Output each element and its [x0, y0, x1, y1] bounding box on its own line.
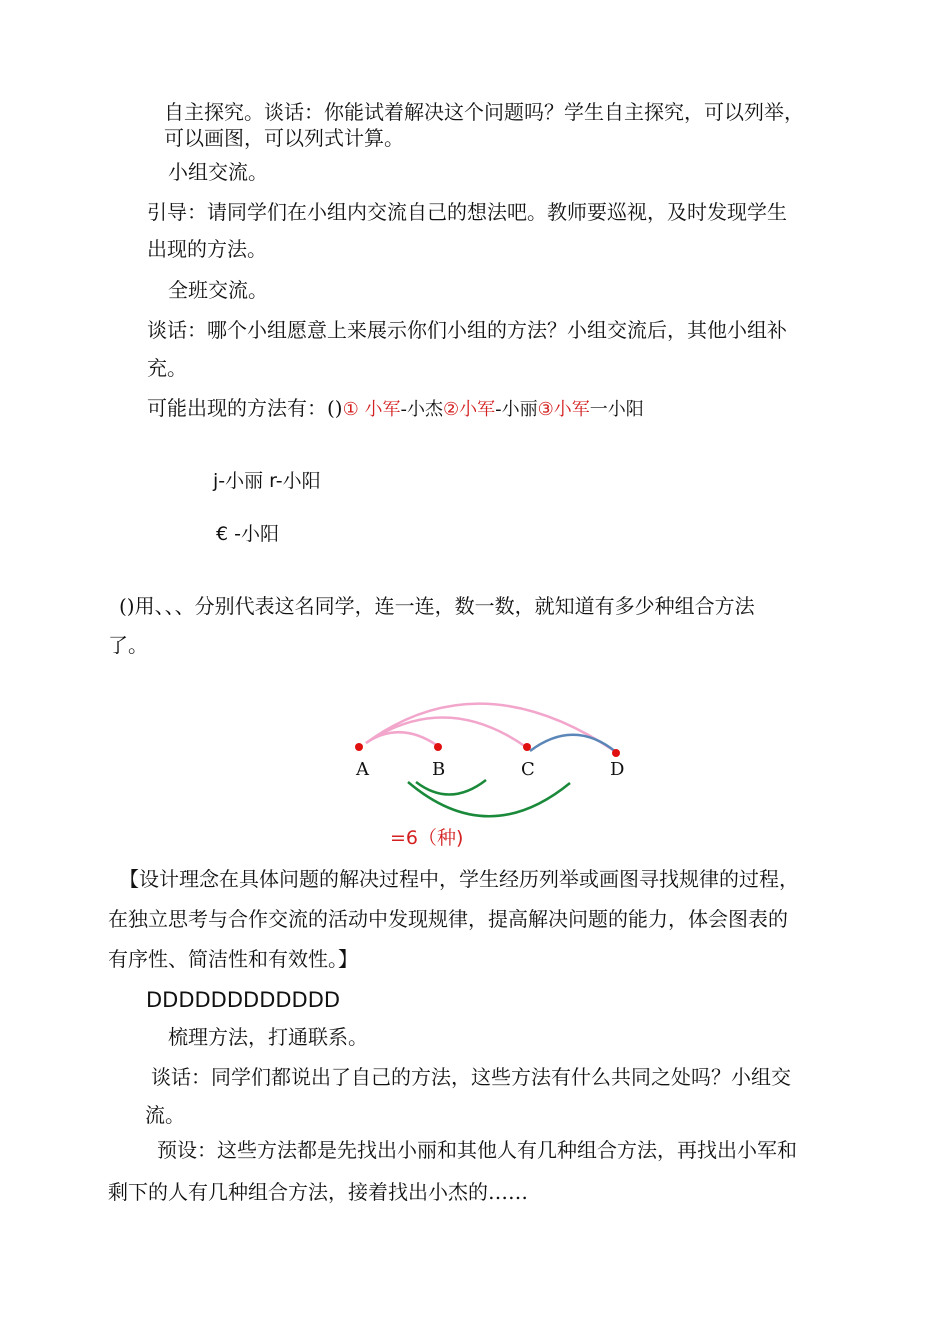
method-2-a: ②小军	[442, 399, 496, 420]
arc-b-c	[416, 780, 486, 795]
paragraph-talk2-line1: 谈话：同学们都说出了自己的方法，这些方法有什么共同之处吗？小组交	[151, 1065, 791, 1089]
heading-organize: 梳理方法，打通联系。	[168, 1025, 368, 1049]
heading-class-exchange: 全班交流。	[168, 278, 268, 302]
paragraph-preset-line1: 预设：这些方法都是先找出小丽和其他人有几种组合方法，再找出小军和	[157, 1138, 797, 1162]
point-d	[612, 749, 620, 757]
instruction-line2: 了。	[108, 633, 148, 657]
method-3-a: ③小军	[537, 399, 590, 420]
paragraph-exploration-line1: 自主探究。谈话：你能试着解决这个问题吗？学生自主探究，可以列举，	[164, 100, 804, 124]
method-3-b: 一小阳	[589, 399, 644, 420]
point-b	[434, 743, 442, 751]
result-count: =6（种)	[390, 827, 464, 849]
arc-b-d	[408, 782, 570, 816]
label-b: B	[432, 759, 446, 780]
paragraph-guide-line2: 出现的方法。	[147, 237, 267, 261]
paragraph-preset-line2: 剩下的人有几种组合方法，接着找出小杰的……	[108, 1180, 528, 1204]
arc-c-d	[530, 735, 616, 752]
heading-group-exchange: 小组交流。	[168, 160, 268, 184]
paragraph-exploration-line2: 可以画图，可以列式计算。	[164, 126, 404, 150]
design-idea-line2: 在独立思考与合作交流的活动中发现规律，提高解决问题的能力，体会图表的	[108, 907, 788, 931]
method-1-b: -小杰	[400, 399, 443, 420]
design-idea-line1: 【设计理念在具体问题的解决过程中，学生经历列举或画图寻找规律的过程，	[119, 867, 799, 891]
design-idea-line3: 有序性、简洁性和有效性。】	[108, 947, 358, 971]
paragraph-talk-line2: 充。	[147, 356, 187, 380]
list-line-2: € -小阳	[216, 523, 279, 545]
paragraph-talk-line1: 谈话：哪个小组愿意上来展示你们小组的方法？小组交流后，其他小组补	[147, 318, 787, 342]
paragraph-talk2-line2: 流。	[145, 1103, 185, 1127]
point-c	[523, 743, 531, 751]
paragraph-guide-line1: 引导：请同学们在小组内交流自己的想法吧。教师要巡视，及时发现学生	[147, 200, 787, 224]
method-2-b: -小丽	[495, 399, 538, 420]
list-line-1: j-小丽 r-小阳	[213, 470, 321, 492]
methods-prefix: 可能出现的方法有：()	[147, 396, 343, 420]
point-a	[355, 743, 363, 751]
label-d: D	[610, 759, 625, 780]
instruction-line1: ()用、、、分别代表这名同学，连一连，数一数，就知道有多少种组合方法	[119, 594, 755, 618]
placeholder-d-line: DDDDDDDDDDDD	[146, 988, 341, 1012]
label-c: C	[521, 759, 535, 780]
method-1-a: ① 小军	[342, 399, 401, 420]
label-a: A	[356, 759, 369, 780]
